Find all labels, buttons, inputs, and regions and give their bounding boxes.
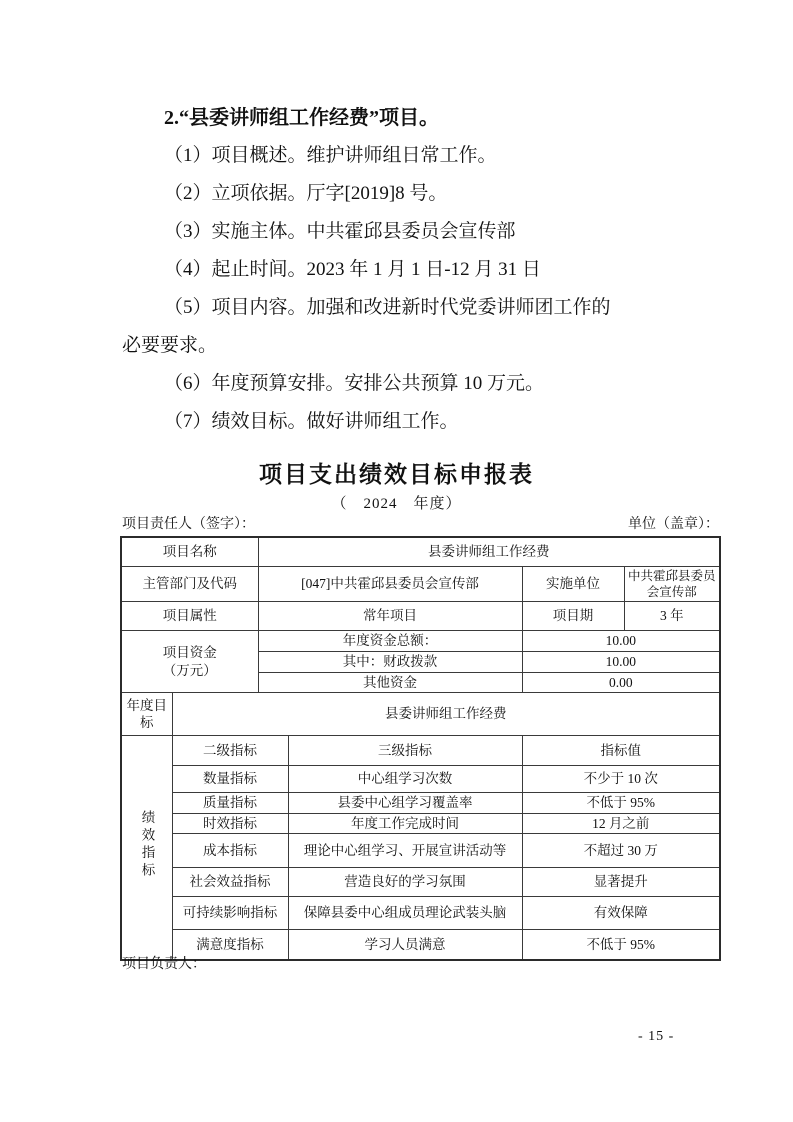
- table-row: [121, 693, 720, 736]
- attr-value: 常年项目: [258, 602, 522, 631]
- table-row: [121, 537, 720, 566]
- paragraph-content: （5）项目内容。加强和改进新时代党委讲师团工作的: [164, 297, 611, 318]
- table-row: [121, 602, 720, 631]
- table-row: [121, 793, 720, 814]
- period-label: 项目期: [522, 602, 624, 631]
- indicator-value: 不低于 95%: [522, 930, 720, 960]
- funding-fiscal-value: 10.00: [522, 651, 720, 672]
- indicator-side-label: [121, 736, 172, 960]
- page-number: - 15 -: [638, 1029, 675, 1044]
- form-year: （ 2024 年度）: [331, 496, 462, 512]
- indicator-value: 显著提升: [522, 868, 720, 897]
- indicator-l2: 时效指标: [172, 813, 288, 834]
- indicator-side-label-text: 绩效指标: [139, 810, 155, 881]
- paragraph-content-cont: 必要要求。: [122, 335, 218, 356]
- table-row: [121, 766, 720, 793]
- unit-seal-label: 单位（盖章）：: [628, 517, 719, 532]
- table-row: [121, 834, 720, 868]
- indicator-l3: 营造良好的学习氛围: [288, 868, 522, 897]
- period-value: 3 年: [624, 602, 720, 631]
- funding-other-value: 0.00: [522, 672, 720, 693]
- table-row: [121, 897, 720, 930]
- signer-label: 项目责任人（签字）：: [122, 517, 255, 532]
- funding-other-label: 其他资金: [258, 672, 522, 693]
- table-row: [121, 631, 720, 652]
- indicator-l3: 保障县委中心组成员理论武装头脑: [288, 897, 522, 930]
- annual-goal-value: 县委讲师组工作经费: [172, 693, 720, 736]
- indicator-l3: 年度工作完成时间: [288, 813, 522, 834]
- paragraph-budget: （6）年度预算安排。安排公共预算 10 万元。: [164, 373, 545, 394]
- project-name-value: 县委讲师组工作经费: [258, 537, 720, 566]
- funding-total-value: 10.00: [522, 631, 720, 652]
- heading-project-2: 2.“县委讲师组工作经费”项目。: [164, 107, 439, 129]
- responsible-person-label: 项目负责人：: [122, 957, 206, 972]
- indicator-l3: 中心组学习次数: [288, 766, 522, 793]
- table-row: [121, 813, 720, 834]
- indicator-value: 不少于 10 次: [522, 766, 720, 793]
- paragraph-goal: （7）绩效目标。做好讲师组工作。: [164, 411, 459, 432]
- table-row: [121, 736, 720, 766]
- indicator-header-val: 指标值: [522, 736, 720, 766]
- project-name-label: 项目名称: [121, 537, 258, 566]
- indicator-value: 不低于 95%: [522, 793, 720, 814]
- attr-label: 项目属性: [121, 602, 258, 631]
- indicator-l3: 县委中心组学习覆盖率: [288, 793, 522, 814]
- table-row: [121, 566, 720, 602]
- impl-unit-value: 中共霍邱县委员会宣传部: [624, 566, 720, 602]
- body-text-block: [122, 99, 674, 441]
- paragraph-basis: （2）立项依据。厅字[2019]8 号。: [164, 183, 448, 204]
- table-row: [121, 930, 720, 960]
- paragraph-implementer: （3）实施主体。中共霍邱县委员会宣传部: [164, 221, 516, 242]
- dept-value: [047]中共霍邱县委员会宣传部: [258, 566, 522, 602]
- indicator-l3: 理论中心组学习、开展宣讲活动等: [288, 834, 522, 868]
- paragraph-overview: （1）项目概述。维护讲师组日常工作。: [164, 145, 497, 166]
- impl-unit-label: 实施单位: [522, 566, 624, 602]
- funding-label: [121, 631, 258, 693]
- indicator-l2: 社会效益指标: [172, 868, 288, 897]
- indicator-l2: 质量指标: [172, 793, 288, 814]
- form-title: 项目支出绩效目标申报表: [259, 461, 534, 487]
- funding-fiscal-label: 其中：财政拨款: [258, 651, 522, 672]
- indicator-l2: 可持续影响指标: [172, 897, 288, 930]
- indicator-value: 12 月之前: [522, 813, 720, 834]
- indicator-header-l2: 二级指标: [172, 736, 288, 766]
- indicator-l2: 成本指标: [172, 834, 288, 868]
- funding-label-line1: 项目资金: [162, 645, 217, 660]
- indicator-l3: 学习人员满意: [288, 930, 522, 960]
- indicator-value: 有效保障: [522, 897, 720, 930]
- funding-total-label: 年度资金总额：: [258, 631, 522, 652]
- dept-label: 主管部门及代码: [121, 566, 258, 602]
- funding-label-line2: （万元）: [162, 662, 217, 678]
- performance-target-table: [120, 536, 721, 961]
- indicator-l2: 数量指标: [172, 766, 288, 793]
- indicator-l2: 满意度指标: [172, 930, 288, 960]
- indicator-value: 不超过 30 万: [522, 834, 720, 868]
- paragraph-dates: （4）起止时间。2023 年 1 月 1 日-12 月 31 日: [164, 259, 541, 280]
- annual-goal-label: 年度目标: [121, 693, 172, 736]
- indicator-header-l3: 三级指标: [288, 736, 522, 766]
- table-row: [121, 868, 720, 897]
